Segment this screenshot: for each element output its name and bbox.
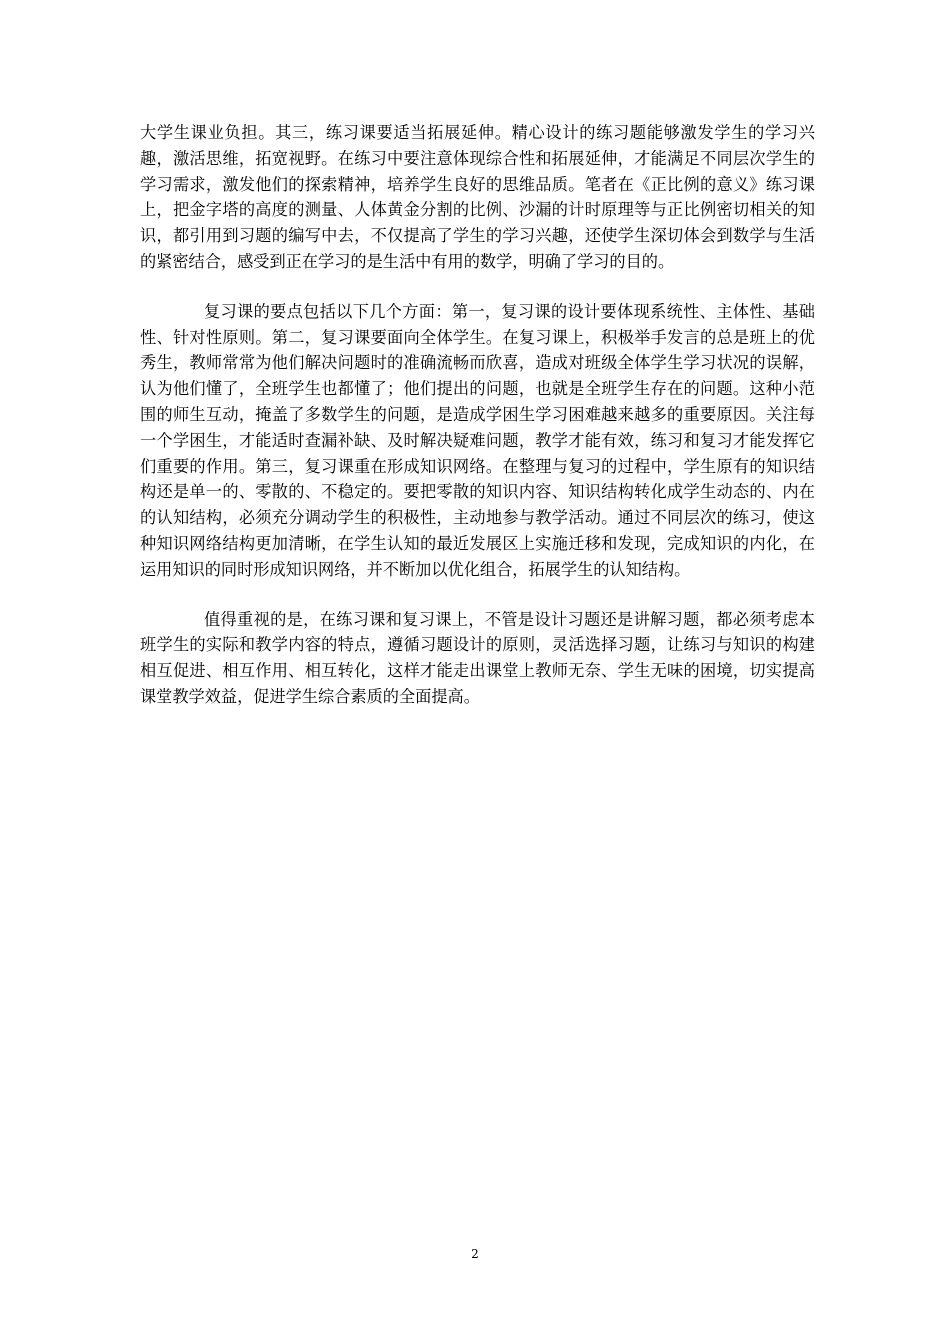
paragraph-review-lesson: 复习课的要点包括以下几个方面：第一，复习课的设计要体现系统性、主体性、基础性、针对性原则。第二，复习课要面向全体学生。在复习课上，积极举手发言的总是班上的优秀生，教师常常为他们解决问题时的准确流畅而欣喜，造成对班级全体学生学习状况的误解，认为他们懂了，全班学生也都懂了；他们提出的问题，也就是全班学生存在的问题。这种小范围的师生互动，掩盖了多数学生的问题，是造成学困生学习困难越来越多的重要原因。关注每一个学困生，才能适时查漏补缺、及时解决疑难问题，教学才能有效，练习和复习才能发挥它们重要的作用。第三，复习课重在形成知识网络。在整理与复习的过程中，学生原有的知识结构还是单一的、零散的、不稳定的。要把零散的知识内容、知识结构转化成学生动态的、内在的认知结构，必须充分调动学生的积极性，主动地参与教学活动。通过不同层次的练习，使这种知识网络结构更加清晰，在学生认知的最近发展区上实施迁移和发现，完成知识的内化，在运用知识的同时形成知识网络，并不断加以优化组合，拓展学生的认知结构。 [140, 301, 815, 579]
paragraph-conclusion: 值得重视的是，在练习课和复习课上，不管是设计习题还是讲解习题，都必须考虑本班学生的实际和教学内容的特点，遵循习题设计的原则，灵活选择习题，让练习与知识的构建相互促进、相互作用、相互转化，这样才能走出课堂上教师无奈、学生无味的困境，切实提高课堂教学效益，促进学生综合素质的全面提高。 [140, 609, 815, 706]
body-text [140, 120, 815, 734]
paragraph-practice-extension: 大学生课业负担。其三，练习课要适当拓展延伸。精心设计的练习题能够激发学生的学习兴趣，激活思维，拓宽视野。在练习中要注意体现综合性和拓展延伸，才能满足不同层次学生的学习需求，激发他们的探索精神，培养学生良好的思维品质。笔者在《正比例的意义》练习课上，把金字塔的高度的测量、人体黄金分割的比例、沙漏的计时原理等与正比例密切相关的知识，都引用到习题的编写中去，不仅提高了学生的学习兴趣，还使学生深切体会到数学与生活的紧密结合，感受到正在学习的是生活中有用的数学，明确了学习的目的。 [140, 123, 815, 271]
page-number: 2 [471, 1247, 479, 1261]
